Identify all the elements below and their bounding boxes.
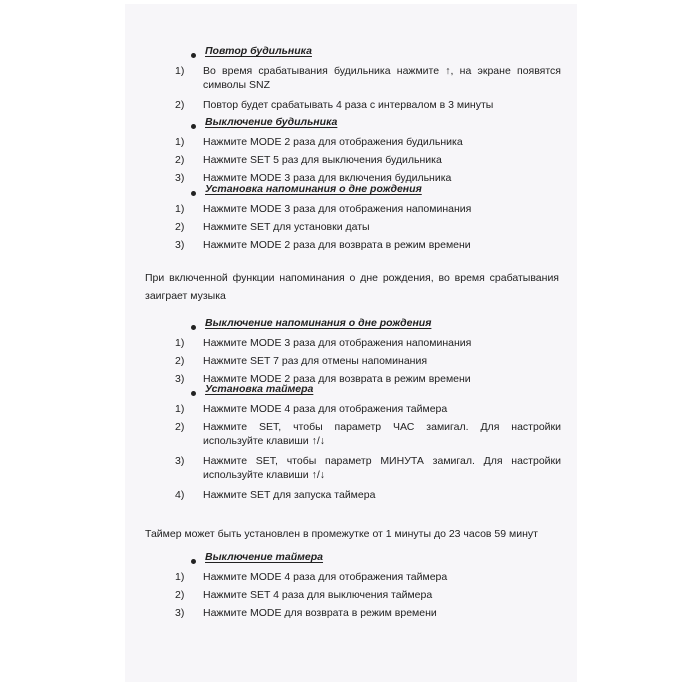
section-heading-row (125, 382, 577, 402)
section-heading-row (125, 115, 577, 135)
list-item-text: Нажмите MODE 2 раза для отображения будильника (203, 136, 463, 148)
list-item (125, 220, 577, 238)
list-item-text: Повтор будет срабатывать 4 раза с интервалом в 3 минуты (203, 99, 494, 111)
list-item (125, 238, 577, 256)
list-item-number: 2) (175, 589, 185, 601)
section (125, 316, 577, 390)
document-page (125, 4, 577, 682)
section (125, 182, 577, 256)
list-item (125, 420, 577, 454)
list-item-number: 4) (175, 489, 185, 501)
list-item-text: Нажмите MODE 4 раза для отображения таймера (203, 571, 448, 583)
list-item (125, 588, 577, 606)
list-item-text: Нажмите SET для установки даты (203, 221, 370, 233)
list-item-text: Нажмите SET 5 раз для выключения будильника (203, 154, 442, 166)
list-item-text: Нажмите MODE 3 раза для отображения напоминания (203, 337, 472, 349)
list-item (125, 153, 577, 171)
list-item-text: Нажмите SET 4 раза для выключения таймера (203, 589, 433, 601)
list-item-number: 3) (175, 455, 185, 467)
section-heading: Установка напоминания о дне рождения (205, 183, 422, 195)
section (125, 115, 577, 189)
list-item-number: 2) (175, 99, 185, 111)
section-heading: Выключение напоминания о дне рождения (205, 317, 432, 329)
list-item-number: 1) (175, 65, 185, 77)
list-item-number: 1) (175, 403, 185, 415)
list-item (125, 202, 577, 220)
bullet-dot-icon (191, 325, 196, 330)
section (125, 550, 577, 624)
list-item (125, 454, 577, 488)
list-item-text: Нажмите MODE 2 раза для возврата в режим времени (203, 239, 471, 251)
bullet-dot-icon (191, 559, 196, 564)
list-item-number: 3) (175, 607, 185, 619)
list-item-number: 3) (175, 239, 185, 251)
section-heading-row (125, 44, 577, 64)
list-item (125, 98, 577, 116)
list-item (125, 336, 577, 354)
list-item-text: Нажмите SET, чтобы параметр ЧАС замигал. Для настройки используйте клавиши ↑/↓ (203, 421, 561, 447)
list-item-number: 1) (175, 337, 185, 349)
section-heading: Выключение таймера (205, 551, 324, 563)
section-heading-row (125, 550, 577, 570)
list-item-text: Нажмите MODE 3 раза для отображения напоминания (203, 203, 472, 215)
list-item-text: Нажмите SET, чтобы параметр МИНУТА замигал. Для настройки используйте клавиши ↑/↓ (203, 455, 561, 481)
list-item-number: 2) (175, 221, 185, 233)
bullet-dot-icon (191, 191, 196, 196)
birthday-note-paragraph: При включенной функции напоминания о дне рождения, во время срабатывания заиграет музыка (145, 271, 559, 302)
list-item-number: 2) (175, 355, 185, 367)
list-item (125, 135, 577, 153)
list-item (125, 64, 577, 98)
list-item-number: 1) (175, 136, 185, 148)
list-item-text: Нажмите MODE 3 раза для включения будильника (203, 172, 452, 184)
list-item-number: 1) (175, 203, 185, 215)
list-item-number: 2) (175, 421, 185, 433)
list-item (125, 606, 577, 624)
list-item (125, 570, 577, 588)
bullet-dot-icon (191, 53, 196, 58)
list-item-text: Нажмите MODE 4 раза для отображения таймера (203, 403, 448, 415)
timer-note-paragraph: Таймер может быть установлен в промежутке от 1 минуты до 23 часов 59 минут (145, 527, 538, 540)
list-item (125, 354, 577, 372)
list-item-text: Нажмите SET для запуска таймера (203, 489, 376, 501)
section-heading-row (125, 316, 577, 336)
section-heading: Выключение будильника (205, 116, 338, 128)
section-heading-row (125, 182, 577, 202)
list-item-text: Нажмите MODE для возврата в режим времени (203, 607, 437, 619)
list-item-number: 3) (175, 172, 185, 184)
list-item (125, 402, 577, 420)
section-heading: Установка таймера (205, 383, 314, 395)
bullet-dot-icon (191, 124, 196, 129)
list-item-text: Нажмите SET 7 раз для отмены напоминания (203, 355, 428, 367)
list-item (125, 488, 577, 506)
list-item-text: Нажмите MODE 2 раза для возврата в режим времени (203, 373, 471, 385)
list-item-number: 3) (175, 373, 185, 385)
section (125, 44, 577, 116)
list-item-number: 2) (175, 154, 185, 166)
bullet-dot-icon (191, 391, 196, 396)
list-item-text: Во время срабатывания будильника нажмите ↑, на экране появятся символы SNZ (203, 65, 561, 91)
section (125, 382, 577, 506)
section-heading: Повтор будильника (205, 45, 312, 57)
list-item-number: 1) (175, 571, 185, 583)
